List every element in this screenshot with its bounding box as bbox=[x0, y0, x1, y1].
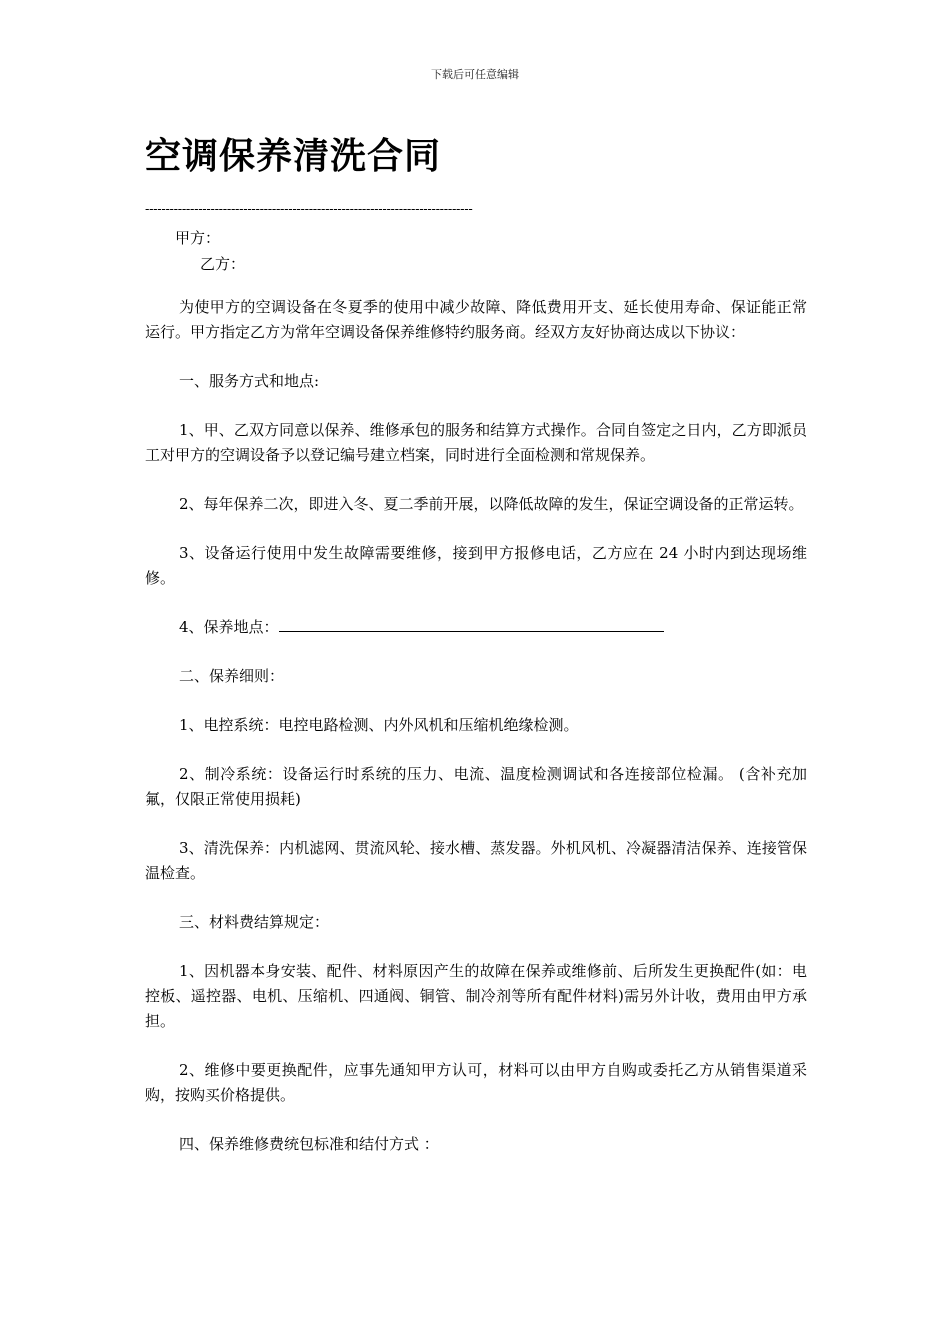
party-b-label: 乙方： bbox=[200, 255, 246, 273]
section-heading-3: 三、材料费结算规定： bbox=[179, 913, 330, 931]
intro-paragraph: 为使甲方的空调设备在冬夏季的使用中减少故障、降低费用开支、延长使用寿命、保证能正常运行。甲方指定乙方为常年空调设备保养维修特约服务商。经双方友好协商达成以下协议： bbox=[145, 298, 807, 341]
document-title: 空调保养清洗合同 bbox=[145, 136, 442, 177]
contract-body bbox=[145, 295, 807, 1181]
party-a-label: 甲方： bbox=[175, 229, 221, 247]
clause-2-2: 2、制冷系统：设备运行时系统的压力、电流、温度检测调试和各连接部位检漏。 (含补充加氟，仅限正常使用损耗) bbox=[145, 765, 807, 808]
location-blank-line bbox=[279, 615, 664, 632]
clause-2-3: 3、清洗保养：内机滤网、贯流风轮、接水槽、蒸发器。外机风机、冷凝器清洁保养、连接管保温检查。 bbox=[145, 839, 807, 882]
divider-line: -------------------------------------------------------------------------------- bbox=[145, 202, 473, 217]
clause-1-3: 3、设备运行使用中发生故障需要维修，接到甲方报修电话，乙方应在 24 小时内到达现场维修。 bbox=[145, 544, 807, 587]
clause-1-2: 2、每年保养二次，即进入冬、夏二季前开展，以降低故障的发生，保证空调设备的正常运转。 bbox=[179, 495, 804, 513]
clause-1-1: 1、甲、乙双方同意以保养、维修承包的服务和结算方式操作。合同自签定之日内，乙方即派员工对甲方的空调设备予以登记编号建立档案，同时进行全面检测和常规保养。 bbox=[145, 421, 807, 464]
clause-3-2: 2、维修中要更换配件，应事先通知甲方认可，材料可以由甲方自购或委托乙方从销售渠道采购，按购买价格提供。 bbox=[145, 1061, 807, 1104]
section-heading-2: 二、保养细则： bbox=[179, 667, 285, 685]
page-header: 下载后可任意编辑 bbox=[431, 68, 519, 81]
clause-1-4-label: 4、保养地点： bbox=[179, 618, 279, 636]
section-heading-4: 四、保养维修费统包标准和结付方式 ： bbox=[179, 1135, 439, 1153]
clause-2-1: 1、电控系统：电控电路检测、内外风机和压缩机绝缘检测。 bbox=[179, 716, 579, 734]
clause-1-4 bbox=[145, 615, 807, 640]
clause-3-1: 1、因机器本身安装、配件、材料原因产生的故障在保养或维修前、后所发生更换配件(如：电控板、遥控器、电机、压缩机、四通阀、铜管、制冷剂等所有配件材料)需另外计收，费用由甲方承担。 bbox=[145, 962, 807, 1030]
section-heading-1: 一、服务方式和地点: bbox=[179, 372, 320, 390]
